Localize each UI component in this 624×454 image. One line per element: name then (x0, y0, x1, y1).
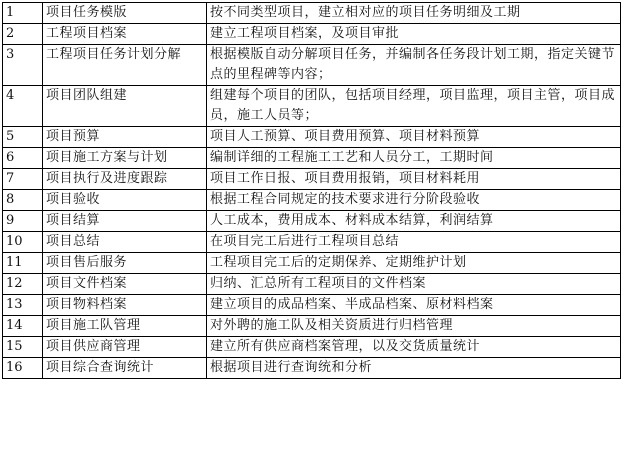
module-description: 对外聘的施工队及相关资质进行归档管理 (207, 316, 621, 337)
module-name: 工程项目任务计划分解 (43, 45, 207, 86)
row-number: 7 (3, 169, 43, 190)
module-description: 根据工程合同规定的技术要求进行分阶段验收 (207, 190, 621, 211)
row-number: 13 (3, 295, 43, 316)
module-description: 项目工作日报、项目费用报销，项目材料耗用 (207, 169, 621, 190)
row-number: 10 (3, 232, 43, 253)
module-description: 按不同类型项目，建立相对应的项目任务明细及工期 (207, 3, 621, 24)
module-name: 项目总结 (43, 232, 207, 253)
module-name: 项目供应商管理 (43, 337, 207, 358)
table-row (3, 232, 621, 253)
row-number: 11 (3, 253, 43, 274)
module-description: 在项目完工后进行工程项目总结 (207, 232, 621, 253)
module-name: 项目综合查询统计 (43, 358, 207, 379)
module-name: 工程项目档案 (43, 24, 207, 45)
row-number: 3 (3, 45, 43, 86)
module-name: 项目预算 (43, 127, 207, 148)
row-number: 2 (3, 24, 43, 45)
row-number: 1 (3, 3, 43, 24)
table-row (3, 169, 621, 190)
table-row (3, 211, 621, 232)
table-row (3, 295, 621, 316)
table-row (3, 316, 621, 337)
module-description: 人工成本，费用成本、材料成本结算，利润结算 (207, 211, 621, 232)
module-description: 建立工程项目档案，及项目审批 (207, 24, 621, 45)
module-description: 建立所有供应商档案管理，以及交货质量统计 (207, 337, 621, 358)
table-row (3, 274, 621, 295)
module-description: 建立项目的成品档案、半成品档案、原材料档案 (207, 295, 621, 316)
module-description: 根据项目进行查询统和分析 (207, 358, 621, 379)
table-row (3, 337, 621, 358)
table-row (3, 127, 621, 148)
table-row (3, 3, 621, 24)
module-description: 根据模版自动分解项目任务，并编制各任务段计划工期，指定关键节点的里程碑等内容； (207, 45, 621, 86)
table-row (3, 86, 621, 127)
row-number: 12 (3, 274, 43, 295)
module-name: 项目施工方案与计划 (43, 148, 207, 169)
table-row (3, 24, 621, 45)
table-row (3, 253, 621, 274)
module-name: 项目售后服务 (43, 253, 207, 274)
module-description: 工程项目完工后的定期保养、定期维护计划 (207, 253, 621, 274)
module-name: 项目结算 (43, 211, 207, 232)
table-row (3, 358, 621, 379)
table-row (3, 45, 621, 86)
row-number: 4 (3, 86, 43, 127)
row-number: 8 (3, 190, 43, 211)
module-name: 项目验收 (43, 190, 207, 211)
module-table (2, 2, 621, 379)
row-number: 5 (3, 127, 43, 148)
module-name: 项目团队组建 (43, 86, 207, 127)
module-description: 组建每个项目的团队，包括项目经理，项目监理，项目主管，项目成员，施工人员等； (207, 86, 621, 127)
row-number: 6 (3, 148, 43, 169)
table-row (3, 190, 621, 211)
module-name: 项目施工队管理 (43, 316, 207, 337)
row-number: 14 (3, 316, 43, 337)
row-number: 16 (3, 358, 43, 379)
row-number: 15 (3, 337, 43, 358)
module-name: 项目文件档案 (43, 274, 207, 295)
module-name: 项目执行及进度跟踪 (43, 169, 207, 190)
module-name: 项目任务模版 (43, 3, 207, 24)
module-name: 项目物料档案 (43, 295, 207, 316)
module-description: 编制详细的工程施工工艺和人员分工，工期时间 (207, 148, 621, 169)
row-number: 9 (3, 211, 43, 232)
module-description: 归纳、汇总所有工程项目的文件档案 (207, 274, 621, 295)
table-row (3, 148, 621, 169)
module-description: 项目人工预算、项目费用预算、项目材料预算 (207, 127, 621, 148)
